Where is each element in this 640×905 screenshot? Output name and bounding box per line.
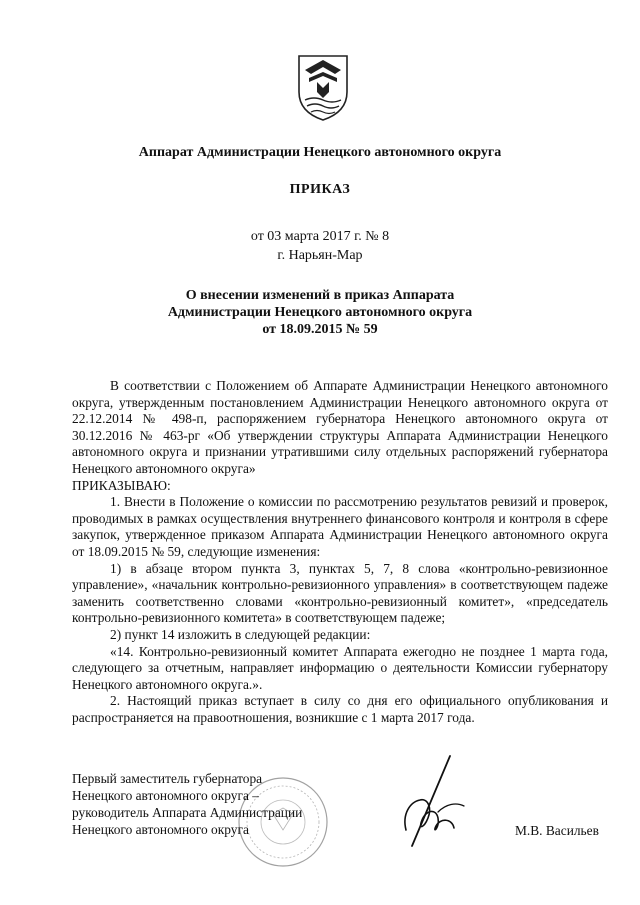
- document-body: [72, 378, 608, 726]
- signatory-title-line-4: Ненецкого автономного округа: [72, 822, 249, 837]
- order-word: ПРИКАЗЫВАЮ:: [72, 477, 171, 493]
- handwritten-signature-icon: [398, 752, 470, 848]
- item-1-1-paragraph: 1) в абзаце втором пункта 3, пунктах 5, 7, 8 слова «контрольно-ревизионное управление», «начальник контрольно-ревизионного управления» в соответствующем падеже заменить соответственно словами «контрольно-ревизионный комитет», «председатель контрольно-ревизионного комитета» в соответствующем падеже;: [72, 560, 608, 626]
- subject-line-1: О внесении изменений в приказ Аппарата: [185, 288, 455, 303]
- document-date-number: от 03 марта 2017 г. № 8: [250, 229, 390, 244]
- item-1-paragraph: 1. Внести в Положение о комиссии по рассмотрению результатов ревизий и проверок, проводимых в рамках осуществления внутреннего финансового контроля и контроля в сфере закупок, утвержденное приказом Аппарата Администрации Ненецкого автономного округа от 18.09.2015 № 59, следующие изменения:: [72, 494, 608, 559]
- document-type: ПРИКАЗ: [289, 182, 351, 197]
- organization-title: Аппарат Администрации Ненецкого автономного округа: [138, 145, 502, 160]
- item-1-2-paragraph: 2) пункт 14 изложить в следующей редакции:: [110, 626, 371, 642]
- signatory-title-line-2: Ненецкого автономного округа –: [72, 788, 259, 803]
- coat-of-arms-icon: [295, 52, 351, 122]
- signatory-title-line-3: руководитель Аппарата Администрации: [72, 805, 303, 820]
- subject-line-2: Администрации Ненецкого автономного округа: [167, 305, 473, 320]
- signatory-title-line-1: Первый заместитель губернатора: [72, 771, 263, 786]
- item-1-2-text-paragraph: «14. Контрольно-ревизионный комитет Аппарата ежегодно не позднее 1 марта года, следующего за отчетным, направляет информацию о деятельности Комиссии губернатору Ненецкого автономного округа.».: [72, 643, 608, 692]
- signatory-title: [72, 770, 302, 838]
- subject-line-3: от 18.09.2015 № 59: [262, 322, 378, 337]
- document-city: г. Нарьян-Мар: [277, 248, 363, 263]
- item-2-paragraph: 2. Настоящий приказ вступает в силу со дня его официального опубликования и распространяется на правоотношения, возникшие с 1 марта 2017 года.: [72, 693, 608, 725]
- preamble-paragraph: В соответствии с Положением об Аппарате Администрации Ненецкого автономного округа, утвержденным постановлением Администрации Ненецкого автономного округа от 22.12.2014 № 498-п, распоряжением губернатора Ненецкого автономного округа от 30.12.2016 № 463-рг «Об утверждении структуры Аппарата Администрации Ненецкого автономного округа и признании утратившими силу отдельных распоряжений губернатора Ненецкого автономного округа»: [72, 378, 608, 476]
- signatory-name: М.В. Васильев: [515, 823, 599, 838]
- document-subject: [0, 287, 640, 338]
